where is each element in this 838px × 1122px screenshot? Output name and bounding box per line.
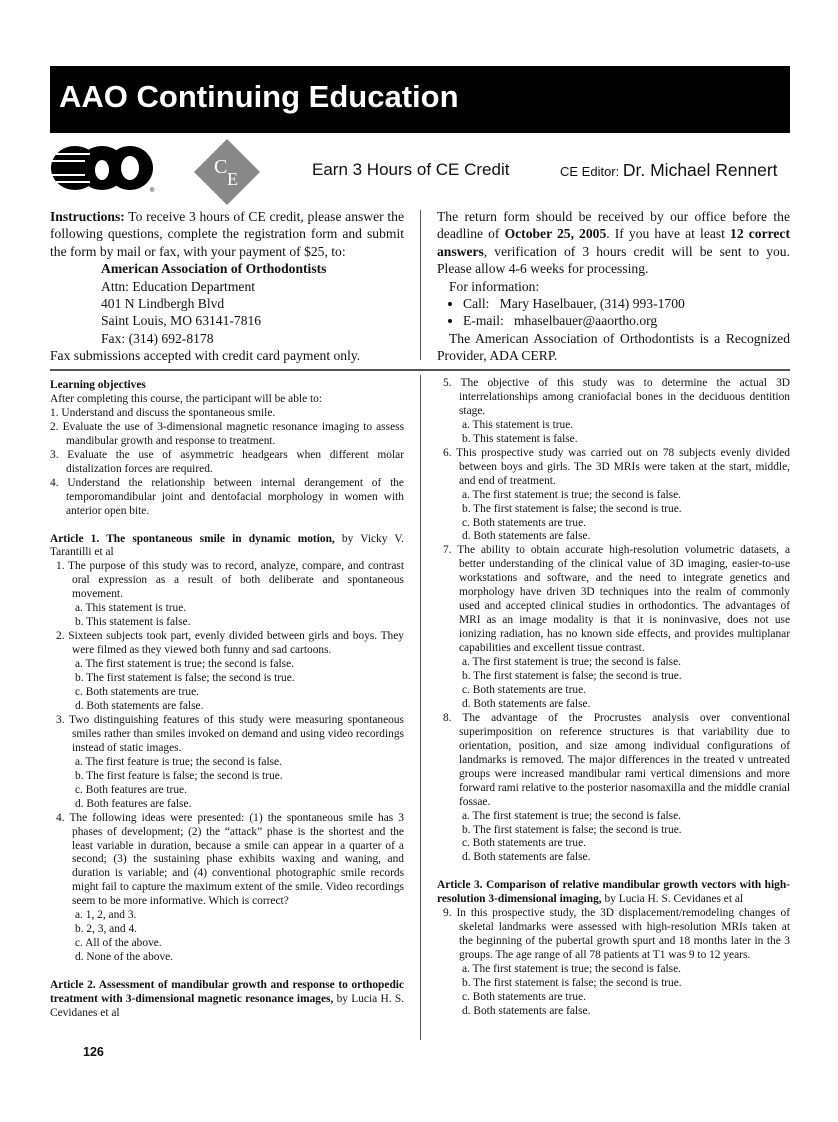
- question-text: 8. The advantage of the Procrustes analysis over conventional superimposition on reference structures is that variability due to orientation, position, and size among individual configurations of landmarks is removed. The major differences in the treated v untreated groups were increased mandibular rami vertical dimensions and more forward rami relative to the posterior nasomaxilla and the middle cranial fossae.: [443, 711, 790, 808]
- answer-option[interactable]: d. Both features are false.: [75, 797, 192, 810]
- title-bar: [50, 66, 790, 133]
- page-title: AAO Continuing Education: [59, 79, 459, 114]
- instructions-label: Instructions:: [50, 209, 125, 224]
- instructions-text: To receive 3 hours of CE credit, please answer the following questions, complete the registration form and submit the form by mail or fax, with your payment of $25, to:: [50, 209, 404, 259]
- answer-option[interactable]: a. The first statement is true; the second is false.: [462, 963, 681, 976]
- call-info: • Call: Mary Haselbauer, (314) 993-1700: [463, 295, 790, 312]
- ce-credit-heading: Earn 3 Hours of CE Credit: [312, 160, 510, 179]
- question-text: 3. Two distinguishing features of this study were measuring spontaneous smiles rather than smiles invoked on demand and using video recordings instead of static images.: [56, 713, 404, 754]
- column-divider: [420, 375, 421, 1040]
- column-divider: [420, 210, 421, 360]
- objective-item: 4. Understand the relationship between internal derangement of the temporomandibular joint and dentofacial morphology in women with anterior open bite.: [50, 476, 404, 517]
- fax-number: Fax: (314) 692-8178: [101, 330, 214, 346]
- answer-option[interactable]: b. This statement is false.: [462, 432, 578, 445]
- article-heading: [50, 979, 404, 1021]
- address-city: Saint Louis, MO 63141-7816: [101, 313, 262, 329]
- question-text: 9. In this prospective study, the 3D displacement/remodeling changes of skeletal landmarks were assessed with high-resolution MRIs taken at the beginning of the pubertal growth spurt and 18 months later in the 3 groups. The age range of all 78 patients at T1 was 9 to 12 years.: [443, 907, 790, 962]
- answer-option[interactable]: d. Both statements are false.: [462, 1004, 591, 1017]
- answer-option[interactable]: a. The first statement is true; the second is false.: [462, 488, 681, 501]
- answer-option[interactable]: c. Both features are true.: [75, 783, 187, 796]
- answer-option[interactable]: b. 2, 3, and 4.: [75, 923, 138, 936]
- answer-option[interactable]: b. The first feature is false; the second is true.: [75, 769, 283, 782]
- answer-option[interactable]: a. The first statement is true; the second is false.: [75, 658, 294, 671]
- answer-option[interactable]: b. The first statement is false; the second is true.: [462, 502, 682, 515]
- answer-option[interactable]: b. The first statement is false; the second is true.: [75, 672, 295, 685]
- svg-text:C: C: [214, 156, 228, 178]
- objective-item: 1. Understand and discuss the spontaneous smile.: [50, 406, 276, 419]
- objective-item: 2. Evaluate the use of 3-dimensional magnetic resonance imaging to assess mandibular growth and response to treatment.: [50, 420, 404, 447]
- article-byline: by Lucia H. S. Cevidanes et al: [601, 893, 744, 906]
- question-text: 1. The purpose of this study was to record, analyze, compare, and contrast oral expression as a result of both deliberate and spontaneous movement.: [56, 560, 404, 601]
- question-text: 6. This prospective study was carried out on 78 subjects evenly divided between boys and girls. The 3D MRIs were taken at the start, middle, and end of treatment.: [443, 446, 790, 487]
- article-byline: by Lucia H. S. Cevidanes et al: [50, 993, 405, 1019]
- return-text: . If you have at least: [606, 226, 731, 242]
- article-heading: [50, 533, 404, 561]
- deadline: October 25, 2005: [504, 226, 607, 242]
- article-title: Article 1. The spontaneous smile in dynamic motion,: [50, 532, 335, 545]
- ce-logo: [194, 139, 260, 205]
- article-heading: [437, 879, 790, 907]
- right-column: [437, 377, 790, 1019]
- answer-option[interactable]: c. Both statements are true.: [462, 837, 586, 850]
- answer-option[interactable]: b. The first statement is false; the second is true.: [462, 977, 682, 990]
- objectives-intro: After completing this course, the participant will be able to:: [50, 392, 323, 405]
- question-text: 2. Sixteen subjects took part, evenly divided between girls and boys. They were filmed as they viewed both funny and sad cartoons.: [56, 630, 404, 657]
- answer-option[interactable]: b. The first statement is false; the second is true.: [462, 823, 682, 836]
- editor-name: Dr. Michael Rennert: [622, 160, 778, 180]
- article-title: Article 3. Comparison of relative mandibular growth vectors with high-resolution 3-dimensional imaging,: [437, 879, 790, 906]
- answer-option[interactable]: d. Both statements are false.: [462, 697, 591, 710]
- answer-option[interactable]: a. The first feature is true; the second is false.: [75, 755, 282, 768]
- org-name: American Association of Orthodontists: [101, 261, 327, 277]
- answer-option[interactable]: a. The first statement is true; the second is false.: [462, 809, 681, 822]
- objectives-heading: Learning objectives: [50, 379, 146, 391]
- answer-option[interactable]: a. The first statement is true; the second is false.: [462, 656, 681, 669]
- return-info: [437, 208, 790, 365]
- svg-text:®: ®: [150, 188, 155, 194]
- answer-option[interactable]: a. This statement is true.: [75, 602, 187, 615]
- return-text: The return form should be received by our office before the deadline of: [437, 209, 790, 242]
- article-byline: by Vicky V. Tarantilli et al: [50, 532, 405, 559]
- page-number: 126: [83, 1045, 104, 1059]
- address-attn: Attn: Education Department: [101, 278, 256, 294]
- question-text: 5. The objective of this study was to determine the actual 3D interrelationships among craniofacial bones in the deciduous dentition stage.: [443, 377, 790, 417]
- section-divider: [50, 369, 790, 371]
- answer-option[interactable]: d. Both statements are false.: [75, 699, 204, 712]
- answer-option[interactable]: c. Both statements are true.: [75, 686, 199, 699]
- left-column: [50, 379, 404, 1021]
- return-text: , verification of 3 hours credit will be sent to you. Please allow 4-6 weeks for processing.: [437, 243, 790, 277]
- question-text: 4. The following ideas were presented: (1) the spontaneous smile has 3 phases of development; (2) the “attack” phase is the shortest and the least variable in duration, because a smile can appear in a quarter of a second; (3) the sustaining phase exhibits waxing and waning, and duration is variable; and (4) conventional photographic smile records might fail to capture the maximum extent of the smile. Video recordings seem to be more informative. Which is correct?: [56, 811, 404, 908]
- question-text: 7. The ability to obtain accurate high-resolution volumetric datasets, a better understanding of the clinical value of 3D imaging, easier-to-use workstations and software, and the need to integrate genetics and morphology have driven 3D techniques into the realm of commonly used and accepted clinical studies in orthodontics. The advantages of MRI as an image modality is that it is noninvasive, does not use ionizing radiation, has no known side effects, and provides multiplanar capabilities and excellent tissue contrast.: [443, 544, 790, 655]
- answer-option[interactable]: d. Both statements are false.: [462, 530, 591, 543]
- correct-answers: 12 correct answers: [437, 226, 790, 259]
- answer-option[interactable]: b. This statement is false.: [75, 616, 191, 629]
- editor-label: CE Editor:: [560, 164, 620, 179]
- answer-option[interactable]: c. All of the above.: [75, 937, 162, 950]
- answer-option[interactable]: c. Both statements are true.: [462, 683, 586, 696]
- aao-logo: [50, 144, 156, 194]
- instructions: [50, 208, 404, 365]
- for-info: For information:: [449, 278, 540, 294]
- email-info: • E-mail: mhaselbauer@aaortho.org: [463, 312, 790, 329]
- answer-option[interactable]: c. Both statements are true.: [462, 990, 586, 1003]
- provider-note: The American Association of Orthodontists is a Recognized Provider, ADA CERP.: [437, 330, 790, 364]
- answer-option[interactable]: d. Both statements are false.: [462, 851, 591, 864]
- ce-editor: [560, 160, 778, 181]
- answer-option[interactable]: b. The first statement is false; the second is true.: [462, 670, 682, 683]
- address-street: 401 N Lindbergh Blvd: [101, 296, 225, 312]
- objective-item: 3. Evaluate the use of asymmetric headgears when different molar distalization forces are required.: [50, 448, 404, 475]
- fax-note: Fax submissions accepted with credit card payment only.: [50, 348, 361, 364]
- article-title: Article 2. Assessment of mandibular growth and response to orthopedic treatment with 3-dimensional magnetic resonance images,: [50, 979, 404, 1006]
- answer-option[interactable]: a. 1, 2, and 3.: [75, 909, 137, 922]
- answer-option[interactable]: c. Both statements are true.: [462, 516, 586, 529]
- svg-text:E: E: [227, 169, 238, 189]
- answer-option[interactable]: d. None of the above.: [75, 951, 174, 964]
- answer-option[interactable]: a. This statement is true.: [462, 418, 574, 431]
